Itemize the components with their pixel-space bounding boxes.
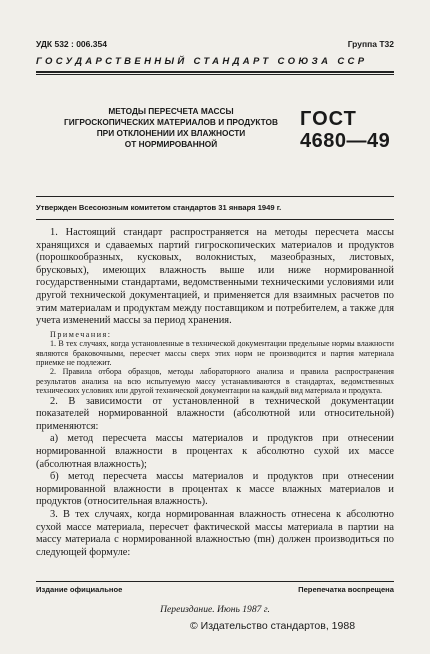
note-2: 2. Правила отбора образцов, методы лабораторного анализа и правила распространения результатов анализа на всю испытуемую массу устанавливаются в стандартах, ведомственных технических условиях или другой технической документации на каждый вид материала и продукта. <box>36 367 394 396</box>
gost-number: 4680—49 <box>300 130 391 152</box>
copyright-notice: © Издательство стандартов, 1988 <box>190 620 356 632</box>
title-line-3: ПРИ ОТКЛОНЕНИИ ИХ ВЛАЖНОСТИ <box>96 128 246 138</box>
notes-heading <box>36 330 394 339</box>
udk-code: УДК 532 : 006.354 <box>36 39 107 49</box>
paragraph-2b: б) метод пересчета массы материалов и продуктов при отнесении нормированной влажности в процентах к массе влажных материалов и продуктов (относительная влажность). <box>36 471 394 508</box>
approval-rule-bottom <box>36 219 394 220</box>
title-line-2: ГИГРОСКОПИЧЕСКИХ МАТЕРИАЛОВ И ПРОДУКТОВ <box>64 117 278 127</box>
header-rule-thick <box>36 71 394 73</box>
official-edition: Издание официальное <box>36 585 123 594</box>
paragraph-3: 3. В тех случаях, когда нормированная влажность отнесена к абсолютно сухой массе материала, пересчет фактической массы материала в партии на массу материала с нормированной влажностью (mн) должен производиться по следующей формуле: <box>36 508 394 558</box>
approval-rule-top <box>36 196 394 197</box>
gost-designation <box>300 108 400 152</box>
footer-rule <box>36 581 394 582</box>
footer-line <box>36 585 394 597</box>
title-line-1: МЕТОДЫ ПЕРЕСЧЕТА МАССЫ <box>108 106 234 116</box>
header-top-line <box>36 39 394 51</box>
notes-label: Примечания: <box>50 329 112 339</box>
paragraph-2: 2. В зависимости от установленной в технической документации показателей нормированной влажности (абсолютной или относительной) применяются: <box>36 395 394 432</box>
document-body <box>36 227 394 559</box>
approval-statement: Утвержден Всесоюзным комитетом стандартов 31 января 1949 г. <box>36 203 282 212</box>
header-rule-thin <box>36 74 394 75</box>
title-line-4: ОТ НОРМИРОВАННОЙ <box>124 139 218 149</box>
gost-label: ГОСТ <box>300 108 357 130</box>
reprint-date: Переиздание. Июнь 1987 г. <box>160 604 270 615</box>
state-standard-line: ГОСУДАРСТВЕННЫЙ СТАНДАРТ СОЮЗА ССР <box>36 56 368 67</box>
group-code: Группа Т32 <box>347 39 394 49</box>
paragraph-1: 1. Настоящий стандарт распространяется на методы пересчета массы хранящихся и сдаваемых партий гигроскопических материалов и продуктов (порошкообразных, кусковых, волокнистых, мазеобразных, листовых, брусковых), имеющих влажность выше или ниже нормированной государственными стандартами, ведомственными техническими условиями или другой технической документацией, и применяется для взаимных расчетов по этим материалам и продуктам между поставщиком и потребителем, а также для учета изменений массы за период хранения. <box>36 227 394 327</box>
note-1: 1. В тех случаях, когда установленные в технической документации предельные нормы влажности являются браковочными, пересчет массы сверх этих норм не производится и партия материала приемке не подлежит. <box>36 339 394 367</box>
paragraph-2a: а) метод пересчета массы материалов и продуктов при отнесении нормированной влажности в процентах к абсолютно сухой их массе (абсолютная влажность); <box>36 433 394 470</box>
document-title <box>56 106 286 150</box>
reprint-prohibited: Перепечатка воспрещена <box>298 585 394 594</box>
